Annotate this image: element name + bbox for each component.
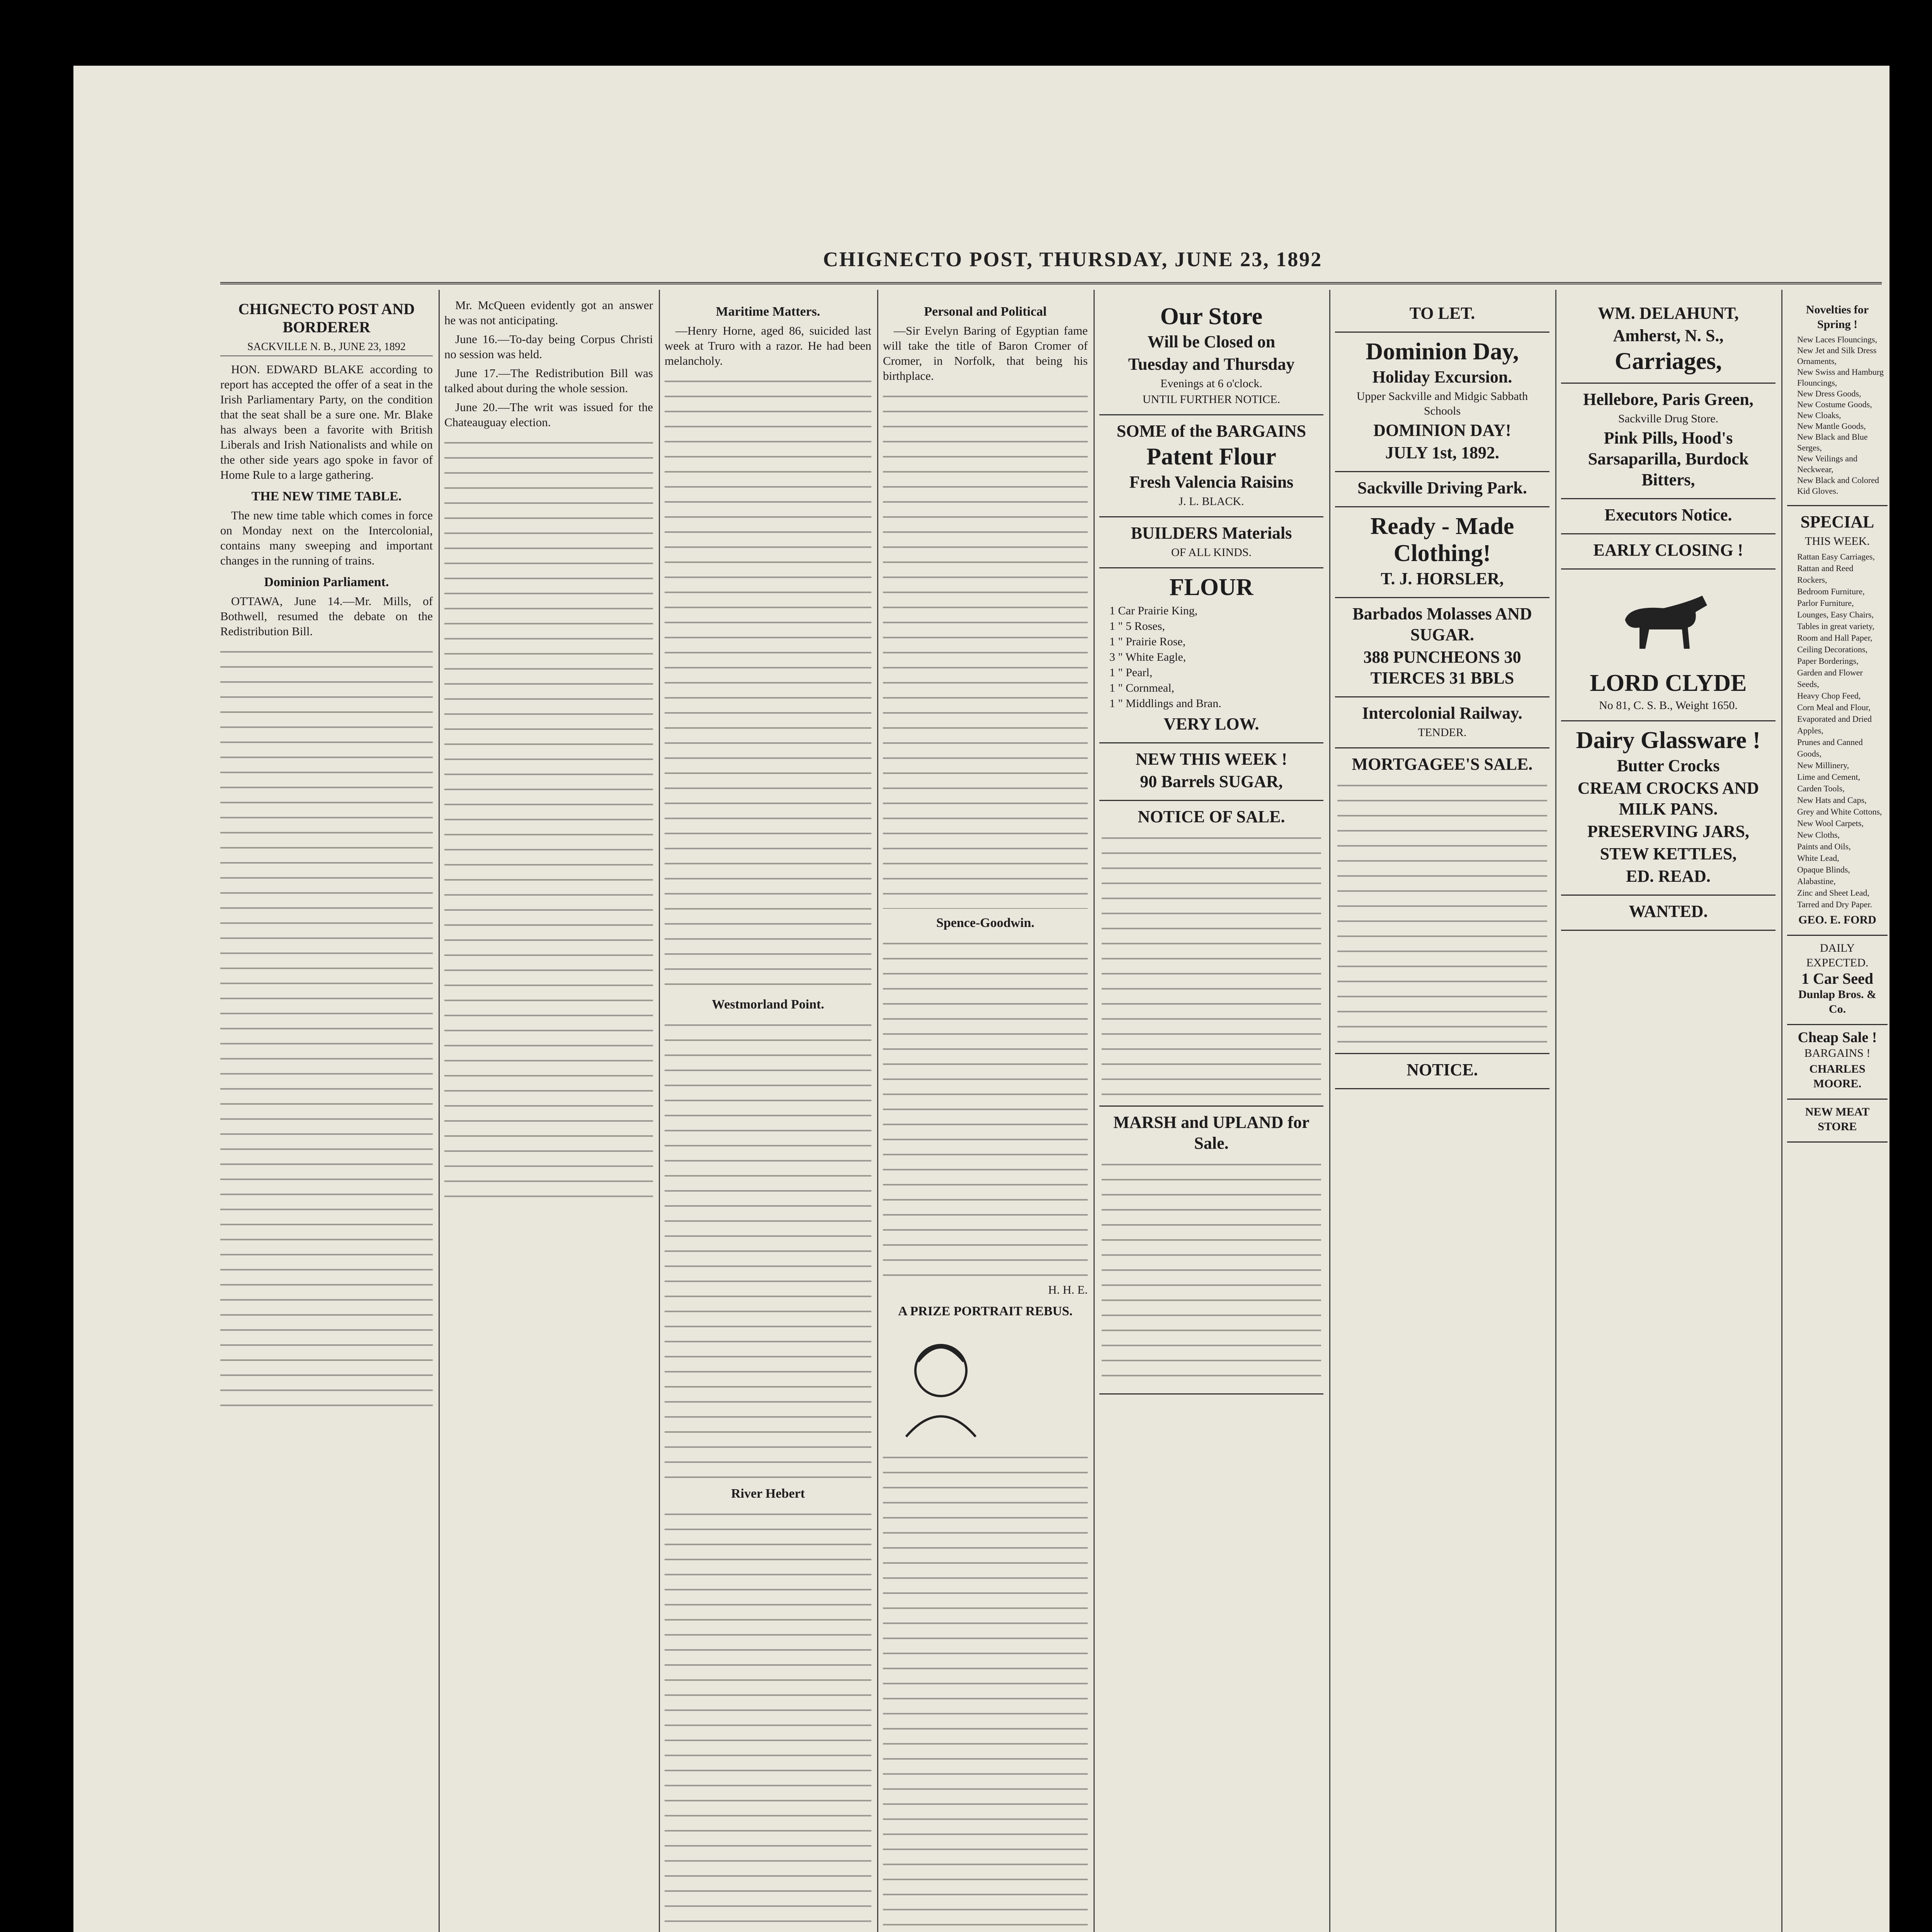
ad-heading: NEW THIS WEEK !: [1135, 750, 1287, 769]
list-item: Room and Hall Paper,: [1797, 633, 1872, 643]
portrait-rebus-image: [883, 1327, 999, 1442]
ad-heading: Hellebore, Paris Green,: [1583, 390, 1753, 409]
list-item: Zinc and Sheet Lead,: [1797, 888, 1869, 898]
list-item: Lounges, Easy Chairs,: [1797, 610, 1874, 619]
ad-line: TENDER.: [1418, 726, 1467, 739]
ad-drug-store: [1561, 384, 1776, 499]
body-text-block: [665, 1016, 871, 1480]
paper-name: CHIGNECTO POST,: [823, 248, 1034, 271]
list-item: Opaque Blinds,: [1797, 865, 1850, 874]
ad-signature: CHARLES MOORE.: [1809, 1063, 1866, 1090]
headline-personal: Personal and Political: [924, 304, 1047, 319]
list-item: Evaporated and Dried Apples,: [1797, 714, 1872, 735]
list-item: New Cloaks,: [1797, 410, 1841, 420]
headline-timetable: THE NEW TIME TABLE.: [251, 489, 402, 503]
ad-intercolonial: [1335, 697, 1549, 748]
ad-line: VERY LOW.: [1163, 714, 1259, 733]
ad-line: Evenings at 6 o'clock.: [1160, 377, 1262, 390]
ad-novelties: [1787, 298, 1888, 506]
special-list: [1789, 551, 1885, 910]
list-item: Rattan and Reed Rockers,: [1797, 563, 1854, 585]
body-text-block: [665, 1505, 871, 1932]
list-item: 1 " Prairie Rose,: [1109, 635, 1186, 648]
list-item: New Laces Flouncings,: [1797, 335, 1878, 344]
ad-cheap-sale: [1787, 1025, 1888, 1100]
list-item: Garden and Flower Seeds,: [1797, 668, 1863, 689]
ad-early-closing: [1561, 534, 1776, 570]
list-item: Corn Meal and Flour,: [1797, 702, 1871, 712]
body-text-block: [444, 434, 653, 1206]
paragraph: —Sir Evelyn Baring of Egyptian fame will take the title of Baron Cromer of Cromer, in Norfolk, that being his birthplace.: [883, 324, 1088, 383]
list-item: Alabastine,: [1797, 876, 1836, 886]
headline-westmorland: Westmorland Point.: [712, 997, 824, 1012]
column-parliament: [444, 298, 653, 1932]
rebus-title: A PRIZE PORTRAIT REBUS.: [898, 1304, 1073, 1318]
ad-molasses: [1335, 598, 1549, 697]
ad-heading: Barbados Molasses AND SUGAR.: [1352, 604, 1532, 644]
ad-heading: Cheap Sale !: [1798, 1029, 1877, 1046]
list-item: New Mantle Goods,: [1797, 421, 1866, 431]
list-item: Bedroom Furniture,: [1797, 587, 1865, 596]
signature: H. H. E.: [1048, 1283, 1088, 1296]
ad-signature: GEO. E. FORD: [1798, 913, 1876, 926]
paragraph: June 20.—The writ was issued for the Chateauguay election.: [444, 400, 653, 429]
ad-product: PRESERVING JARS,: [1587, 822, 1749, 841]
ad-line: DAILY EXPECTED.: [1806, 942, 1869, 969]
column-rule: [1781, 290, 1782, 1932]
list-item: Tables in great variety,: [1797, 621, 1874, 631]
ad-product: Patent Flour: [1146, 444, 1276, 470]
ad-new-this-week: [1099, 743, 1323, 801]
list-item: Paper Borderings,: [1797, 656, 1859, 666]
ad-bargains: [1099, 415, 1323, 517]
ad-heading: Dominion Day,: [1366, 338, 1519, 365]
list-item: New Black and Colored Kid Gloves.: [1797, 475, 1879, 496]
list-item: New Swiss and Hamburg Flouncings,: [1797, 367, 1884, 388]
ad-line: Holiday Excursion.: [1372, 367, 1512, 386]
column-rule: [439, 290, 440, 1932]
horse-icon: [1611, 577, 1726, 662]
list-item: New Black and Blue Serges,: [1797, 432, 1868, 452]
masthead-title: [823, 247, 1322, 271]
novelties-list: [1789, 334, 1885, 497]
list-item: Prunes and Canned Goods,: [1797, 737, 1863, 759]
ad-product: Butter Crocks: [1617, 756, 1720, 775]
ad-heading: Ready - Made Clothing!: [1370, 513, 1514, 566]
list-item: Rattan Easy Carriages,: [1797, 552, 1875, 561]
issue-date: THURSDAY, JUNE 23, 1892: [1039, 248, 1323, 271]
body-text-block: [665, 372, 871, 990]
column-ads-amherst: [1561, 298, 1776, 1932]
ad-marsh-sale: [1099, 1107, 1323, 1395]
ad-flour: [1099, 568, 1323, 743]
ad-car-seed: [1787, 936, 1888, 1025]
ad-heading: NOTICE OF SALE.: [1138, 807, 1285, 826]
column-rule: [1329, 290, 1330, 1932]
ad-title: Our Store: [1160, 303, 1263, 330]
ad-heading: 1 Car Seed: [1801, 970, 1873, 987]
ad-heading: Executors Notice.: [1604, 505, 1732, 524]
list-item: Paints and Oils,: [1797, 842, 1851, 851]
body-text-block: [1102, 829, 1321, 1099]
body-text-block: [883, 934, 1088, 1282]
ad-signature: ED. READ.: [1626, 867, 1711, 886]
ad-meat-store: [1787, 1100, 1888, 1143]
list-item: 1 " 5 Roses,: [1109, 620, 1165, 633]
body-text-block: [883, 1448, 1088, 1932]
ad-line: Tuesday and Thursday: [1128, 355, 1295, 374]
paragraph: June 16.—To-day being Corpus Christi no session was held.: [444, 332, 653, 361]
headline-river-hebert: River Hebert: [731, 1486, 805, 1501]
list-item: 1 " Middlings and Bran.: [1109, 697, 1221, 710]
list-item: White Lead,: [1797, 853, 1839, 863]
article-timetable: The new time table which comes in force on Monday next on the Intercolonial, contains many sweeping and important changes in the running of trains.: [220, 509, 433, 567]
body-text-block: [883, 387, 1088, 909]
column-rule: [1094, 290, 1095, 1932]
ad-product: CREAM CROCKS AND MILK PANS.: [1577, 779, 1759, 818]
headline-parliament: Dominion Parliament.: [264, 575, 389, 589]
dateline: SACKVILLE N. B., JUNE 23, 1892: [220, 341, 433, 356]
ad-to-let: [1335, 298, 1549, 333]
column-rule: [659, 290, 660, 1932]
column-ads-dry-goods: [1787, 298, 1888, 1932]
ad-line: DOMINION DAY!: [1373, 421, 1511, 440]
ad-line: Sackville Drug Store.: [1618, 412, 1719, 425]
list-item: New Dress Goods,: [1797, 389, 1861, 398]
list-item: Heavy Chop Feed,: [1797, 691, 1861, 701]
newspaper-page: [73, 66, 1889, 1932]
ad-clothing: [1335, 507, 1549, 598]
ad-product: Carriages,: [1614, 348, 1722, 374]
ad-heading: SPECIAL: [1800, 512, 1874, 531]
ad-lord-clyde: [1561, 570, 1776, 721]
list-item: Parlor Furniture,: [1797, 598, 1854, 608]
column-rule: [1555, 290, 1556, 1932]
ad-special: [1787, 506, 1888, 936]
list-item: New Cloths,: [1797, 830, 1840, 840]
ad-dominion-excursion: [1335, 333, 1549, 472]
article-parliament: OTTAWA, June 14.—Mr. Mills, of Bothwell, resumed the debate on the Redistribution Bill.: [220, 594, 433, 638]
ad-delahunt: [1561, 298, 1776, 384]
ad-line: THIS WEEK.: [1805, 535, 1870, 548]
column-ads-excursion: [1335, 298, 1549, 1932]
ad-heading: Intercolonial Railway.: [1362, 704, 1522, 723]
ad-mortgagee: [1335, 748, 1549, 1054]
list-item: Lime and Cement,: [1797, 772, 1861, 782]
list-item: Tarred and Dry Paper.: [1797, 900, 1872, 909]
paragraph: —Henry Horne, aged 86, suicided last week at Truro with a razor. He had been melancholy.: [665, 324, 871, 367]
ad-product: Pink Pills, Hood's Sarsaparilla, Burdock Bitters,: [1588, 429, 1749, 489]
column-rule: [877, 290, 878, 1932]
list-item: New Wool Carpets,: [1797, 818, 1864, 828]
ad-notice: [1335, 1054, 1549, 1089]
ad-signature: Dunlap Bros. & Co.: [1798, 988, 1876, 1015]
column-personal: [883, 298, 1088, 1932]
ad-heading: BUILDERS Materials: [1131, 524, 1292, 543]
ad-builders: [1099, 517, 1323, 568]
headline-wedding: Spence-Goodwin.: [936, 916, 1035, 930]
ad-heading: MORTGAGEE'S SALE.: [1352, 755, 1533, 774]
ad-store-closing: [1099, 298, 1323, 415]
ad-heading: Dairy Glassware !: [1576, 727, 1761, 753]
ad-heading: WANTED.: [1629, 902, 1708, 921]
body-text-block: [1337, 776, 1547, 1047]
body-text-block: [1102, 1155, 1321, 1387]
ad-line: Will be Closed on: [1147, 332, 1276, 351]
ad-product: 90 Barrels SUGAR,: [1140, 772, 1283, 791]
ad-wanted: [1561, 896, 1776, 931]
masthead: [220, 247, 1882, 284]
paragraph: June 17.—The Redistribution Bill was talked about during the whole session.: [444, 366, 653, 395]
column-editorial: [220, 298, 433, 1932]
ad-heading: Sackville Driving Park.: [1357, 478, 1527, 497]
ad-heading: EARLY CLOSING !: [1593, 541, 1743, 560]
list-item: 1 Car Prairie King,: [1109, 604, 1198, 617]
ad-notice-sale: [1099, 801, 1323, 1107]
lead-article: HON. EDWARD BLAKE according to report has accepted the offer of a seat in the Irish Parliamentary Party, on the condition that the seat shall be a sure one. Mr. Blake has always been a favorite with British Liberals and Irish Nationalists and while on the other side years ago spoke in favor of Home Rule to a large gathering.: [220, 362, 433, 481]
list-item: Carden Tools,: [1797, 784, 1845, 793]
ad-line: OF ALL KINDS.: [1171, 546, 1252, 559]
column-maritime: [665, 298, 871, 1932]
paragraph: Mr. McQueen evidently got an answer he was not anticipating.: [444, 298, 653, 327]
ad-heading: SOME of the BARGAINS: [1116, 422, 1306, 440]
ad-signature: T. J. HORSLER,: [1381, 569, 1504, 588]
list-item: Ceiling Decorations,: [1797, 645, 1868, 654]
column-ads-black: [1099, 298, 1323, 1932]
list-item: New Veilings and Neckwear,: [1797, 454, 1858, 474]
body-text-block: [220, 643, 433, 1415]
ad-heading: LORD CLYDE: [1590, 670, 1747, 696]
ad-heading: TO LET.: [1409, 304, 1475, 323]
list-item: 1 " Cornmeal,: [1109, 682, 1175, 694]
ad-heading: FLOUR: [1169, 574, 1253, 600]
list-item: Grey and White Cottons,: [1797, 807, 1882, 816]
list-item: New Costume Goods,: [1797, 400, 1872, 409]
list-item: 3 " White Eagle,: [1109, 651, 1186, 663]
paper-header: CHIGNECTO POST AND BORDERER: [238, 300, 415, 336]
ad-line: BARGAINS !: [1804, 1047, 1871, 1060]
ad-heading: Novelties for Spring !: [1806, 303, 1869, 331]
flour-list: [1102, 603, 1321, 711]
ad-line: Amherst, N. S.,: [1613, 326, 1724, 345]
ad-heading: MARSH and UPLAND for Sale.: [1113, 1113, 1310, 1153]
headline-maritime: Maritime Matters.: [716, 304, 820, 319]
ad-heading: NOTICE.: [1406, 1060, 1478, 1079]
ad-line: UNTIL FURTHER NOTICE.: [1142, 393, 1281, 406]
ad-date: JULY 1st, 1892.: [1385, 443, 1499, 462]
ad-driving-park: [1335, 472, 1549, 507]
ad-product: Fresh Valencia Raisins: [1129, 473, 1294, 492]
ad-heading: NEW MEAT STORE: [1805, 1105, 1870, 1133]
ad-product: STEW KETTLES,: [1600, 844, 1737, 863]
ad-dairy: [1561, 721, 1776, 896]
list-item: 1 " Pearl,: [1109, 666, 1153, 679]
list-item: New Hats and Caps,: [1797, 795, 1867, 805]
ad-signature: J. L. BLACK.: [1179, 495, 1244, 508]
ad-line: No 81, C. S. B., Weight 1650.: [1599, 699, 1738, 712]
list-item: New Millinery,: [1797, 760, 1849, 770]
ad-line: 388 PUNCHEONS 30 TIERCES 31 BBLS: [1363, 648, 1521, 687]
ad-heading: WM. DELAHUNT,: [1598, 304, 1739, 323]
ad-line: Upper Sackville and Midgic Sabbath Schools: [1356, 390, 1528, 417]
list-item: New Jet and Silk Dress Ornaments,: [1797, 345, 1877, 366]
ad-executors: [1561, 499, 1776, 534]
